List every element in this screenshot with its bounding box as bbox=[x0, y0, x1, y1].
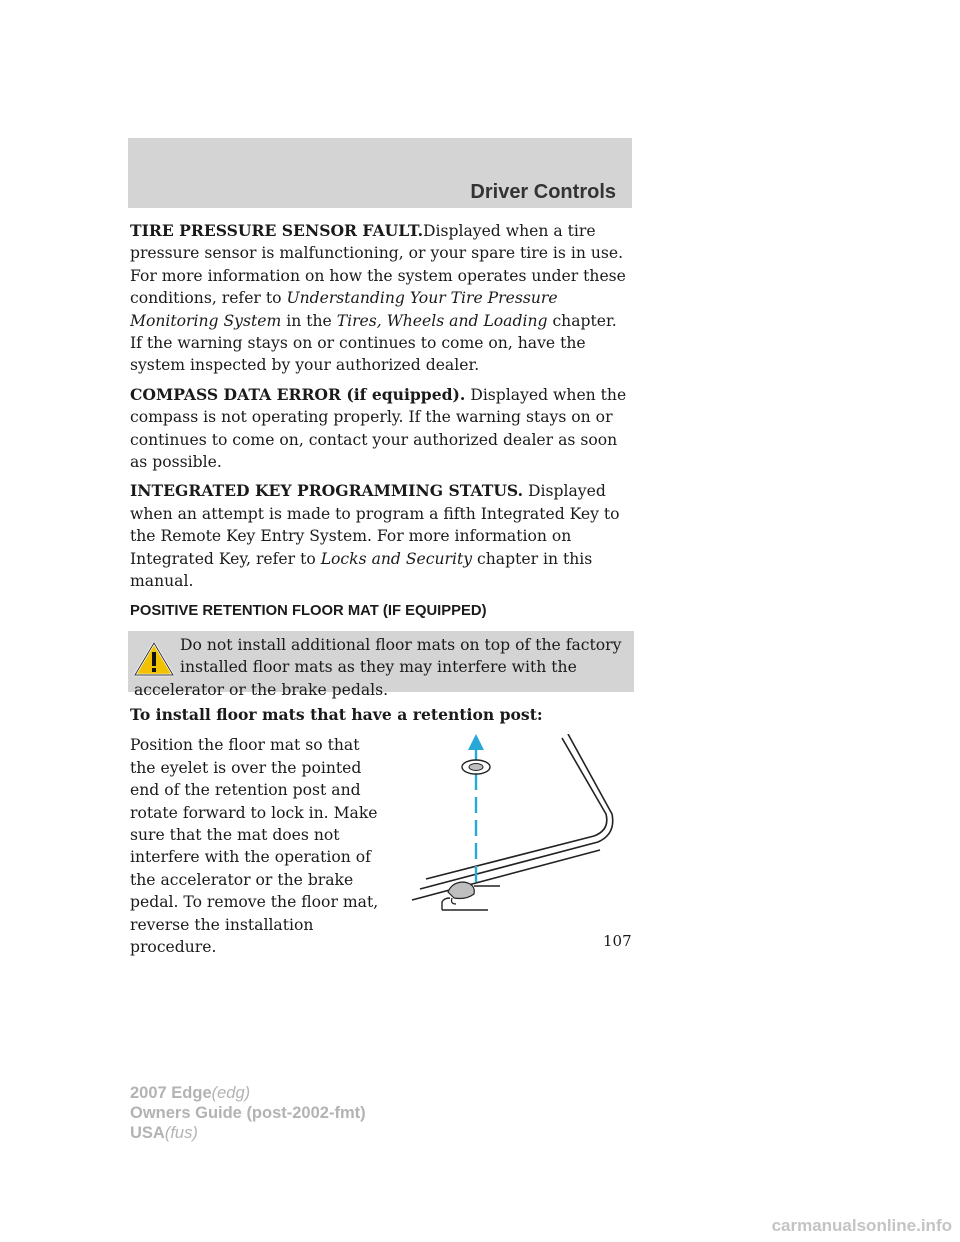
warning-box bbox=[128, 631, 634, 699]
page-number: 107 bbox=[603, 932, 632, 950]
floor-mat-diagram bbox=[402, 734, 622, 924]
footer-line-3: USA(fus) bbox=[130, 1124, 198, 1142]
link-tires-chapter: Tires, Wheels and Loading bbox=[336, 311, 548, 330]
integrated-key-heading: INTEGRATED KEY PROGRAMMING STATUS. bbox=[130, 481, 524, 501]
chapter-title: Driver Controls bbox=[470, 181, 616, 203]
footer-line-2: Owners Guide (post-2002-fmt) bbox=[130, 1104, 366, 1122]
warning-triangle-icon bbox=[132, 640, 176, 678]
paragraph-compass: COMPASS DATA ERROR (if equipped). Displayed when the compass is not operating properly. If the warning stays on or continues to come on, contact your authorized dealer as soon as possible. bbox=[130, 384, 627, 472]
section-heading: POSITIVE RETENTION FLOOR MAT (IF EQUIPPED) bbox=[130, 602, 487, 619]
watermark: carmanualsonline.info bbox=[771, 1216, 952, 1235]
footer bbox=[130, 1083, 366, 1143]
paragraph-integrated-key: INTEGRATED KEY PROGRAMMING STATUS. Displayed when an attempt is made to program a fifth Integrated Key to the Remote Key Entry System. For more information on Integrated Key, refer to Locks and Security chapter in this manual. bbox=[130, 481, 620, 591]
warning-text: Do not install additional floor mats on top of the factory installed floor mats as they may interfere with the accelerator or the brake pedals. bbox=[134, 635, 622, 699]
footer-line-1: 2007 Edge(edg) bbox=[130, 1084, 251, 1102]
paragraph-tire-sensor: TIRE PRESSURE SENSOR FAULT.Displayed when a tire pressure sensor is malfunctioning, or your spare tire is in use. For more information on how the system operates under these conditions, refer to Understanding Your Tire Pressure Monitoring System in the Tires, Wheels and Loading chapter. If the warning stays on or continues to come on, have the system inspected by your authorized dealer. bbox=[130, 221, 626, 375]
tire-sensor-heading: TIRE PRESSURE SENSOR FAULT. bbox=[130, 221, 423, 240]
link-locks-security: Locks and Security bbox=[320, 549, 473, 568]
install-heading: To install floor mats that have a retention post: bbox=[130, 704, 543, 724]
install-row bbox=[130, 734, 632, 958]
link-tpms: Understanding Your Tire Pressure Monitoring System bbox=[130, 289, 558, 330]
install-instructions: Position the floor mat so that the eyelet is over the pointed end of the retention post and rotate forward to lock in. Make sure that the mat does not interfere with the operation of the accelerator or the brake pedal. To remove the floor mat, reverse the installation procedure. bbox=[130, 736, 379, 956]
header-band bbox=[128, 138, 632, 208]
compass-heading: COMPASS DATA ERROR (if equipped). bbox=[130, 384, 466, 404]
page-content bbox=[130, 220, 632, 958]
